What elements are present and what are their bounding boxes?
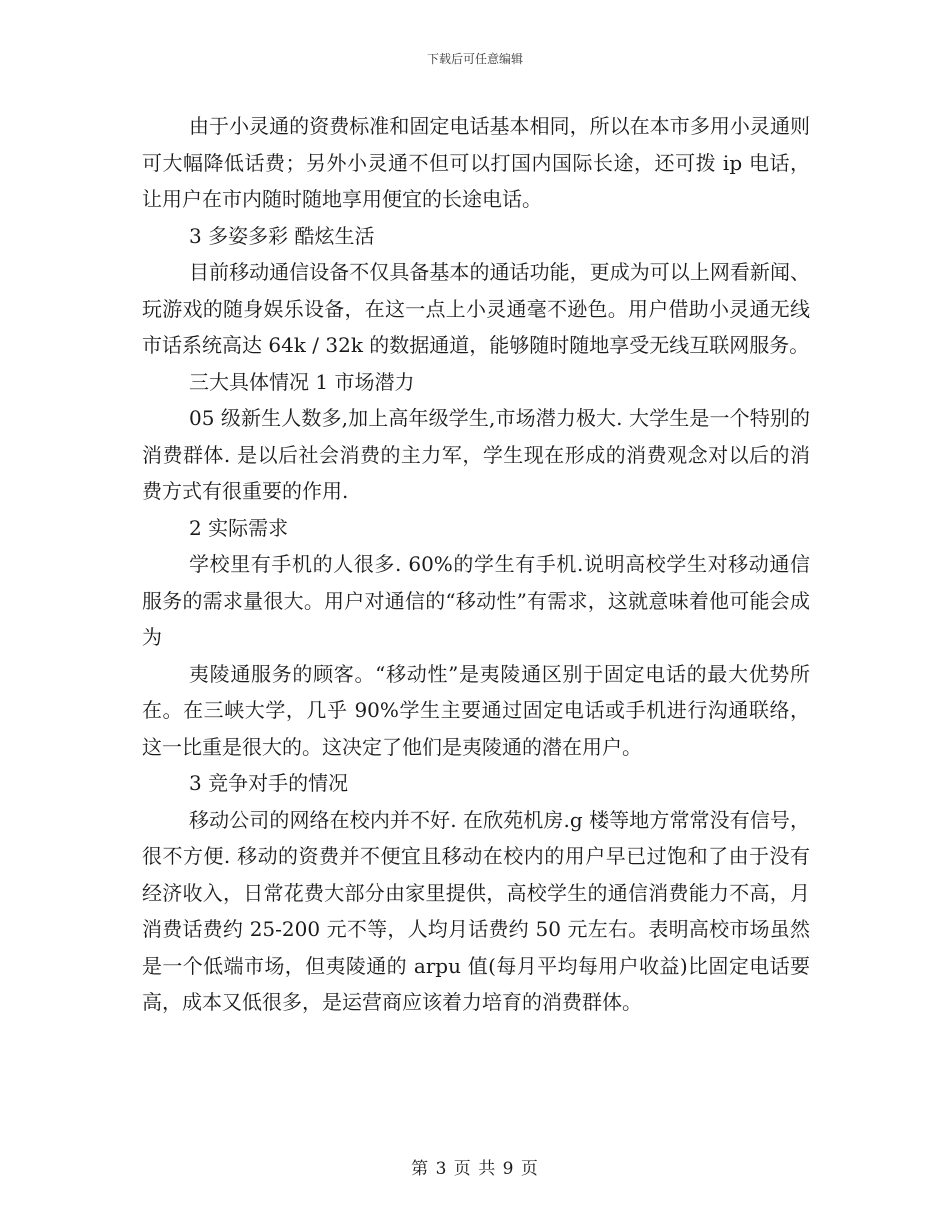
body-paragraph: 05 级新生人数多,加上高年级学生,市场潜力极大. 大学生是一个特别的消费群体. 是以后社会消费的主力军，学生现在形成的消费观念对以后的消费方式有很重要的作用.	[142, 406, 810, 503]
section-heading: 三大具体情况 1 市场潜力	[189, 369, 415, 394]
body-paragraph: 由于小灵通的资费标准和固定电话基本相同，所以在本市多用小灵通则可大幅降低话费；另外小灵通不但可以打国内国际长途，还可拨 ip 电话，让用户在市内随时随地享用便宜的长途电话。	[142, 114, 810, 211]
section-heading: 3 竞争对手的情况	[189, 771, 349, 795]
page-header: 下载后可任意编辑	[426, 52, 523, 66]
page-footer: 第 3 页 共 9 页	[411, 1159, 539, 1179]
body-paragraph: 夷陵通服务的顾客。“移动性”是夷陵通区别于固定电话的最大优势所在。在三峡大学，几乎 90%学生主要通过固定电话或手机进行沟通联络，这一比重是很大的。这决定了他们是夷陵通的潜在用户。	[142, 661, 810, 759]
section-heading: 2 实际需求	[189, 515, 289, 540]
section-heading: 3 多姿多彩 酷炫生活	[189, 223, 375, 248]
body-paragraph: 学校里有手机的人很多. 60%的学生有手机.说明高校学生对移动通信服务的需求量很大。用户对通信的“移动性”有需求，这就意味着他可能会成为	[142, 552, 810, 649]
body-paragraph: 移动公司的网络在校内并不好. 在欣苑机房.g 楼等地方常常没有信号，很不方便. 移动的资费并不便宜且移动在校内的用户早已过饱和了由于没有经济收入，日常花费大部分由家里提供，高校学生的通信消费能力不高，月消费话费约 25-200 元不等，人均月话费约 50 元左右。表明高校市场虽然是一个低端市场，但夷陵通的 arpu 值(每月平均每用户收益)比固定电话要高，成本又低很多，是运营商应该着力培育的消费群体。	[142, 807, 810, 1014]
page-body	[142, 108, 810, 1021]
body-paragraph: 目前移动通信设备不仅具备基本的通话功能，更成为可以上网看新闻、玩游戏的随身娱乐设备，在这一点上小灵通毫不逊色。用户借助小灵通无线市话系统高达 64k / 32k 的数据通道，能够随时随地享受无线互联网服务。	[142, 260, 810, 357]
